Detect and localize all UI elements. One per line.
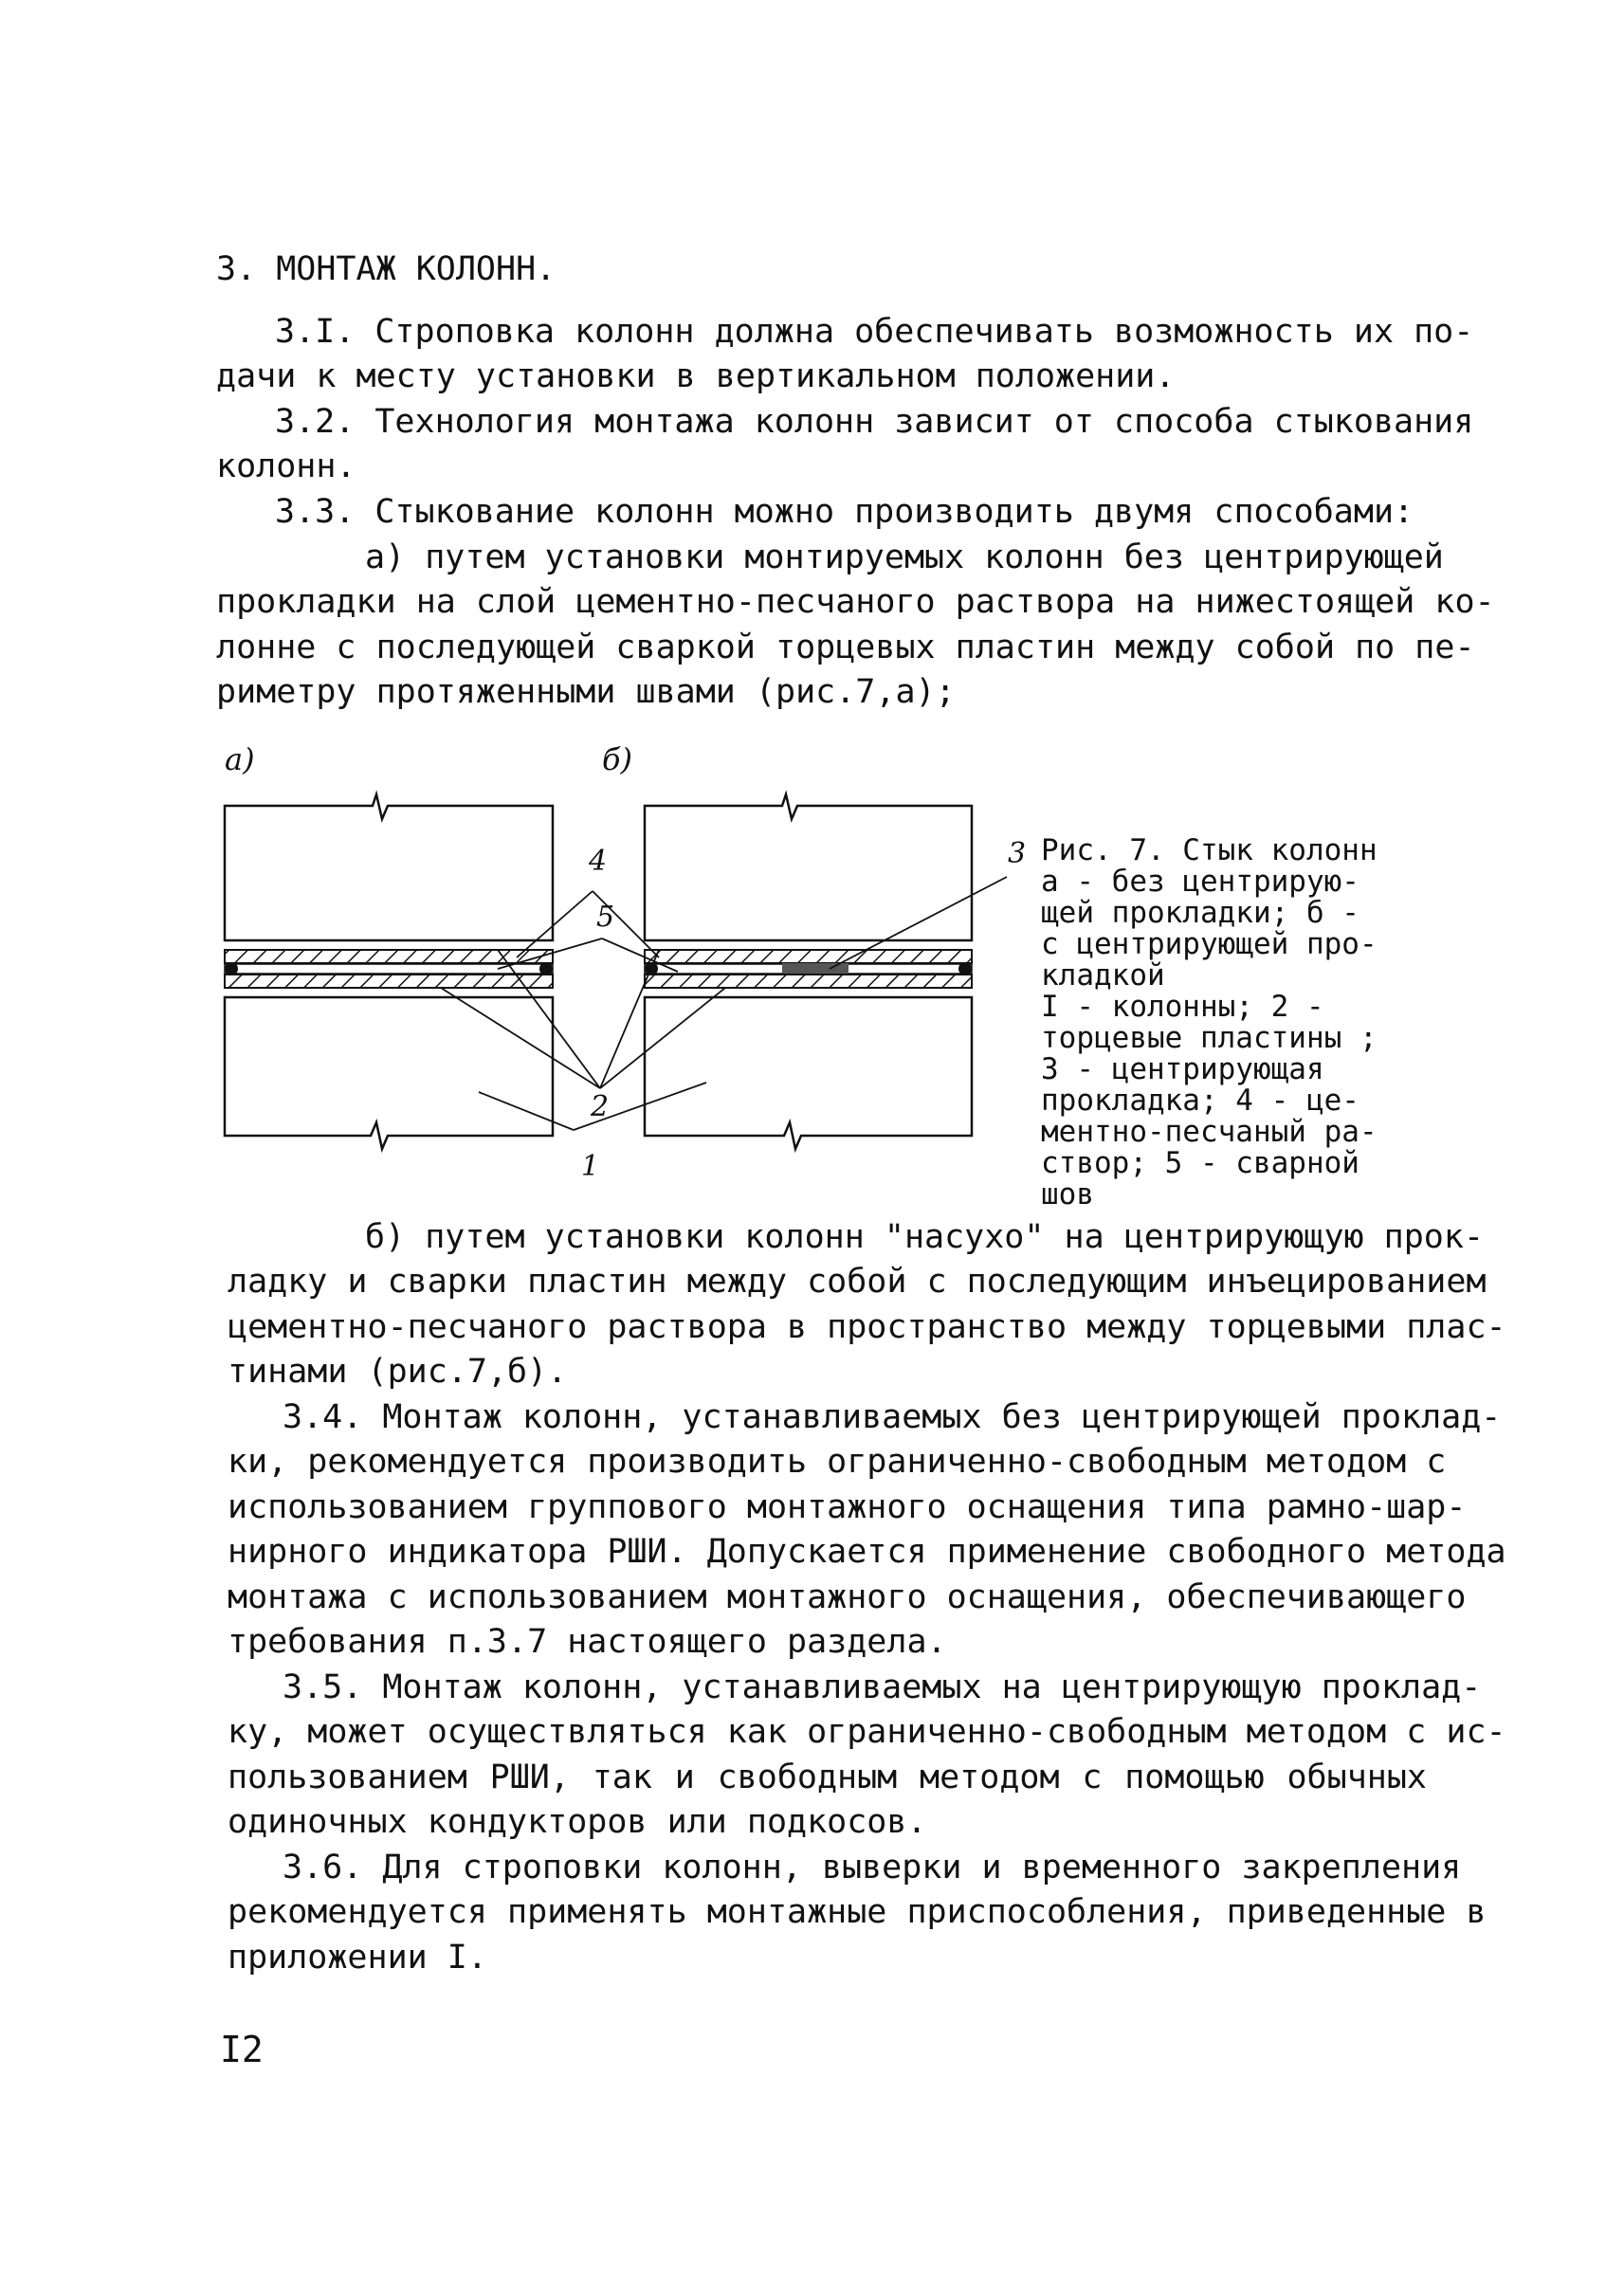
para-3-4-line-4: нирного индикатора РШИ. Допускается применение свободного метода xyxy=(228,1533,1506,1571)
weld-left-a xyxy=(225,962,238,975)
caption-line-9: прокладка; 4 - це- xyxy=(1041,1084,1359,1118)
para-3-4-line-3: использованием группового монтажного оснащения типа рамно-шар- xyxy=(228,1488,1467,1526)
caption-line-6: I - колонны; 2 - xyxy=(1041,990,1324,1024)
weld-right-b xyxy=(958,962,972,975)
caption-line-4: с центрирующей про- xyxy=(1041,927,1378,961)
para-3-6-line-1: 3.6. Для строповки колонн, выверки и временного закрепления xyxy=(283,1849,1462,1886)
para-3-3-a-line-2: прокладки на слой цементно-песчаного раствора на нижестоящей ко- xyxy=(216,583,1495,621)
caption-line-2: а - без центрирую- xyxy=(1041,865,1359,899)
figure-7-column-joint xyxy=(213,739,1048,1213)
para-3-4-line-1: 3.4. Монтаж колонн, устанавливаемых без центрирующей проклад- xyxy=(283,1398,1502,1436)
para-3-5-line-3: пользованием РШИ, так и свободным методом с помощью обычных xyxy=(228,1758,1427,1796)
end-plate-upper-b xyxy=(645,950,972,963)
caption-line-5: кладкой xyxy=(1041,958,1165,993)
para-3-6-line-2: рекомендуется применять монтажные приспособления, приведенные в xyxy=(228,1893,1487,1931)
page-number: I2 xyxy=(220,2029,264,2070)
lower-column-a xyxy=(225,997,553,1149)
callout-1: 1 xyxy=(581,1150,600,1183)
caption-line-8: 3 - центрирующая xyxy=(1041,1052,1324,1086)
para-3-3-a-line-3: лонне с последующей сваркой торцевых пластин между собой по пе- xyxy=(216,629,1475,666)
drawing-a xyxy=(225,794,553,1149)
para-3-3-b-line-3: цементно-песчаного раствора в пространство между торцевыми плас- xyxy=(228,1308,1506,1346)
para-3-3-line-1: 3.3. Стыкование колонн можно производить двумя способами: xyxy=(275,493,1414,531)
callout-4: 4 xyxy=(589,845,608,878)
drawing-b xyxy=(645,794,972,1149)
para-3-3-a-line-1: а) путем установки монтируемых колонн без центрирующей xyxy=(365,538,1444,576)
para-3-5-line-1: 3.5. Монтаж колонн, устанавливаемых на центрирующую проклад- xyxy=(283,1668,1482,1706)
para-3-3-b-line-4: тинами (рис.7,б). xyxy=(228,1353,568,1391)
para-3-4-line-2: ки, рекомендуется производить ограниченно-свободным методом с xyxy=(228,1443,1447,1481)
section-title: 3. МОНТАЖ КОЛОНН. xyxy=(216,250,557,288)
caption-line-7: торцевые пластины ; xyxy=(1041,1021,1378,1055)
para-3-2-line-2: колонн. xyxy=(216,447,356,485)
weld-right-a xyxy=(539,962,553,975)
callout-2: 2 xyxy=(591,1090,610,1123)
para-3-5-line-2: ку, может осуществляться как ограниченно-свободным методом с ис- xyxy=(228,1713,1506,1751)
figure-label-b: б) xyxy=(602,741,633,777)
caption-line-3: щей прокладки; б - xyxy=(1041,896,1359,930)
mortar-layer-a xyxy=(225,964,553,974)
lower-column-b xyxy=(645,997,972,1149)
upper-column-b xyxy=(645,794,972,940)
para-3-3-b-line-2: ладку и сварки пластин между собой с последующим инъецированием xyxy=(228,1263,1487,1301)
caption-line-11: створ; 5 - сварной xyxy=(1041,1146,1359,1180)
end-plate-lower-a xyxy=(225,975,553,988)
caption-line-12: шов xyxy=(1041,1177,1094,1212)
end-plate-lower-b xyxy=(645,975,972,988)
para-3-5-line-4: одиночных кондукторов или подкосов. xyxy=(228,1803,927,1841)
upper-column-a xyxy=(225,794,553,940)
para-3-4-line-6: требования п.3.7 настоящего раздела. xyxy=(228,1623,947,1661)
para-3-2-line-1: 3.2. Технология монтажа колонн зависит от способа стыкования xyxy=(275,403,1474,441)
para-3-1-line-1: 3.I. Строповка колонн должна обеспечивать возможность их по- xyxy=(275,313,1474,351)
figure-label-a: а) xyxy=(225,741,255,777)
para-3-3-b-line-1: б) путем установки колонн "насухо" на центрирующую прок- xyxy=(365,1218,1485,1256)
para-3-1-line-2: дачи к месту установки в вертикальном положении. xyxy=(216,357,1176,395)
caption-line-1: Рис. 7. Стык колонн xyxy=(1041,833,1378,867)
para-3-6-line-3: приложении I. xyxy=(228,1939,487,1977)
para-3-4-line-5: монтажа с использованием монтажного оснащения, обеспечивающего xyxy=(228,1578,1467,1616)
para-3-3-a-line-4: риметру протяженными швами (рис.7,а); xyxy=(216,673,956,711)
caption-line-10: ментно-песчаный ра- xyxy=(1041,1115,1378,1149)
callout-5: 5 xyxy=(596,901,615,934)
leader-lines xyxy=(441,877,1007,1130)
callout-3: 3 xyxy=(1008,837,1027,870)
